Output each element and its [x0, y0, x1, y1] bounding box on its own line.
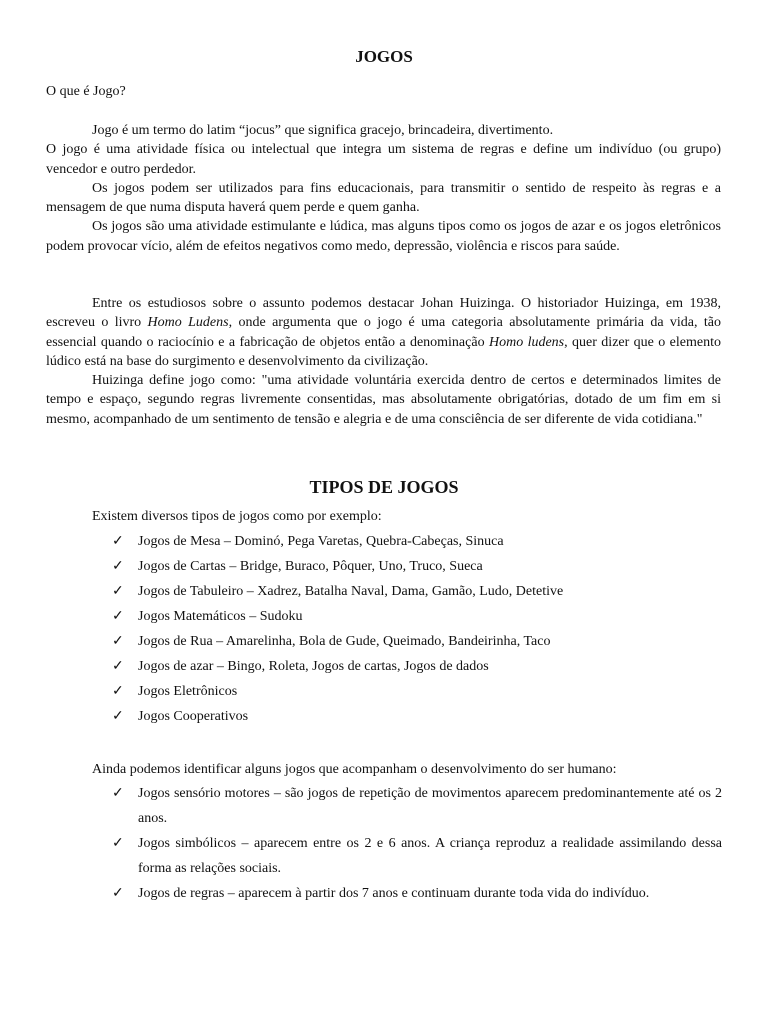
list-item: [92, 654, 722, 679]
list-item: [92, 554, 722, 579]
page-title: JOGOS: [355, 47, 413, 66]
list-item: [92, 579, 722, 604]
book-title: Homo Ludens: [147, 315, 229, 331]
check-mark-icon: ✓: [112, 609, 124, 624]
list-item: [92, 781, 722, 831]
intro-paragraph-3: Os jogos podem ser utilizados para fins educacionais, para transmitir o sentido de respeito às regras e a mensagem de que numa disputa haverá quem perde e quem ganha.: [46, 180, 721, 216]
huizinga-text-a: Entre os estudiosos sobre o assunto podemos destacar Johan Huizinga. O historiador Huizinga, em 1938, escreveu o livro: [46, 296, 721, 331]
development-list: [92, 781, 722, 906]
types-heading: TIPOS DE JOGOS: [309, 477, 459, 497]
check-mark-icon: ✓: [112, 786, 124, 801]
types-list: [92, 529, 722, 729]
question: O que é Jogo?: [46, 84, 126, 99]
check-mark-icon: ✓: [112, 684, 124, 699]
list-item-text: Jogos Cooperativos: [138, 709, 249, 724]
intro-section: [46, 121, 721, 256]
types-lead: Existem diversos tipos de jogos como por exemplo:: [92, 509, 382, 524]
list-item: [92, 881, 722, 906]
huizinga-text-b: , onde argumenta que o jogo é uma categoria absolutamente primária da vida, tão essencial quando o raciocínio e a fabricação de objetos então a denominação: [46, 315, 721, 350]
check-mark-icon: ✓: [112, 584, 124, 599]
list-item: [92, 529, 722, 554]
check-mark-icon: ✓: [112, 886, 124, 901]
intro-paragraph-4: Os jogos são uma atividade estimulante e lúdica, mas alguns tipos como os jogos de azar e os jogos eletrônicos podem provocar vício, além de efeitos negativos como medo, depressão, violência e riscos para saúde.: [46, 219, 721, 254]
list-item-text: Jogos simbólicos – aparecem entre os 2 e 6 anos. A criança reproduz a realidade assimilando dessa forma as relações sociais.: [138, 836, 722, 876]
check-mark-icon: ✓: [112, 709, 124, 724]
list-item-text: Jogos de Mesa – Dominó, Pega Varetas, Quebra-Cabeças, Sinuca: [138, 534, 504, 549]
check-mark-icon: ✓: [112, 659, 124, 674]
check-mark-icon: ✓: [112, 559, 124, 574]
list-item: [92, 629, 722, 654]
list-item: [92, 679, 722, 704]
list-item: [92, 831, 722, 881]
list-item-text: Jogos sensório motores – são jogos de repetição de movimentos aparecem predominantemente até os 2 anos.: [138, 786, 722, 826]
check-mark-icon: ✓: [112, 634, 124, 649]
homo-ludens-term: Homo ludens: [488, 334, 565, 350]
huizinga-text-c: , quer dizer que o elemento lúdico está na base do surgimento e desenvolvimento da civilização.: [46, 334, 721, 369]
intro-paragraph-1: Jogo é um termo do latim “jocus” que significa gracejo, brincadeira, divertimento.: [92, 123, 554, 138]
list-item-text: Jogos de Rua – Amarelinha, Bola de Gude, Queimado, Bandeirinha, Taco: [138, 634, 551, 649]
check-mark-icon: ✓: [112, 836, 124, 851]
list-item-text: Jogos de Cartas – Bridge, Buraco, Pôquer, Uno, Truco, Sueca: [138, 559, 483, 574]
list-item-text: Jogos Matemáticos – Sudoku: [138, 609, 303, 624]
list-item-text: Jogos de regras – aparecem à partir dos 7 anos e continuam durante toda vida do indivíduo.: [138, 886, 650, 901]
types-lead-block: [92, 507, 722, 526]
check-mark-icon: ✓: [112, 534, 124, 549]
development-lead-block: [92, 760, 722, 779]
list-item: [92, 604, 722, 629]
intro-paragraph-2: O jogo é uma atividade física ou intelectual que integra um sistema de regras e define um indivíduo (ou grupo) vencedor e outro perdedor.: [46, 142, 721, 177]
question-block: [46, 82, 721, 101]
huizinga-section: [46, 294, 721, 429]
development-lead: Ainda podemos identificar alguns jogos que acompanham o desenvolvimento do ser humano:: [92, 762, 617, 777]
list-item: [92, 704, 722, 729]
list-item-text: Jogos de azar – Bingo, Roleta, Jogos de cartas, Jogos de dados: [138, 659, 489, 674]
list-item-text: Jogos de Tabuleiro – Xadrez, Batalha Naval, Dama, Gamão, Ludo, Detetive: [138, 584, 564, 599]
list-item-text: Jogos Eletrônicos: [138, 684, 238, 699]
huizinga-paragraph-2: Huizinga define jogo como: "uma atividade voluntária exercida dentro de certos e determinados limites de tempo e espaço, segundo regras livremente consentidas, mas absolutamente obrigatórias, dotado de um fim em si mesmo, acompanhado de um sentimento de tensão e alegria e de uma consciência de ser diferente de vida cotidiana.": [46, 373, 721, 427]
huizinga-paragraph-1: [46, 294, 721, 371]
